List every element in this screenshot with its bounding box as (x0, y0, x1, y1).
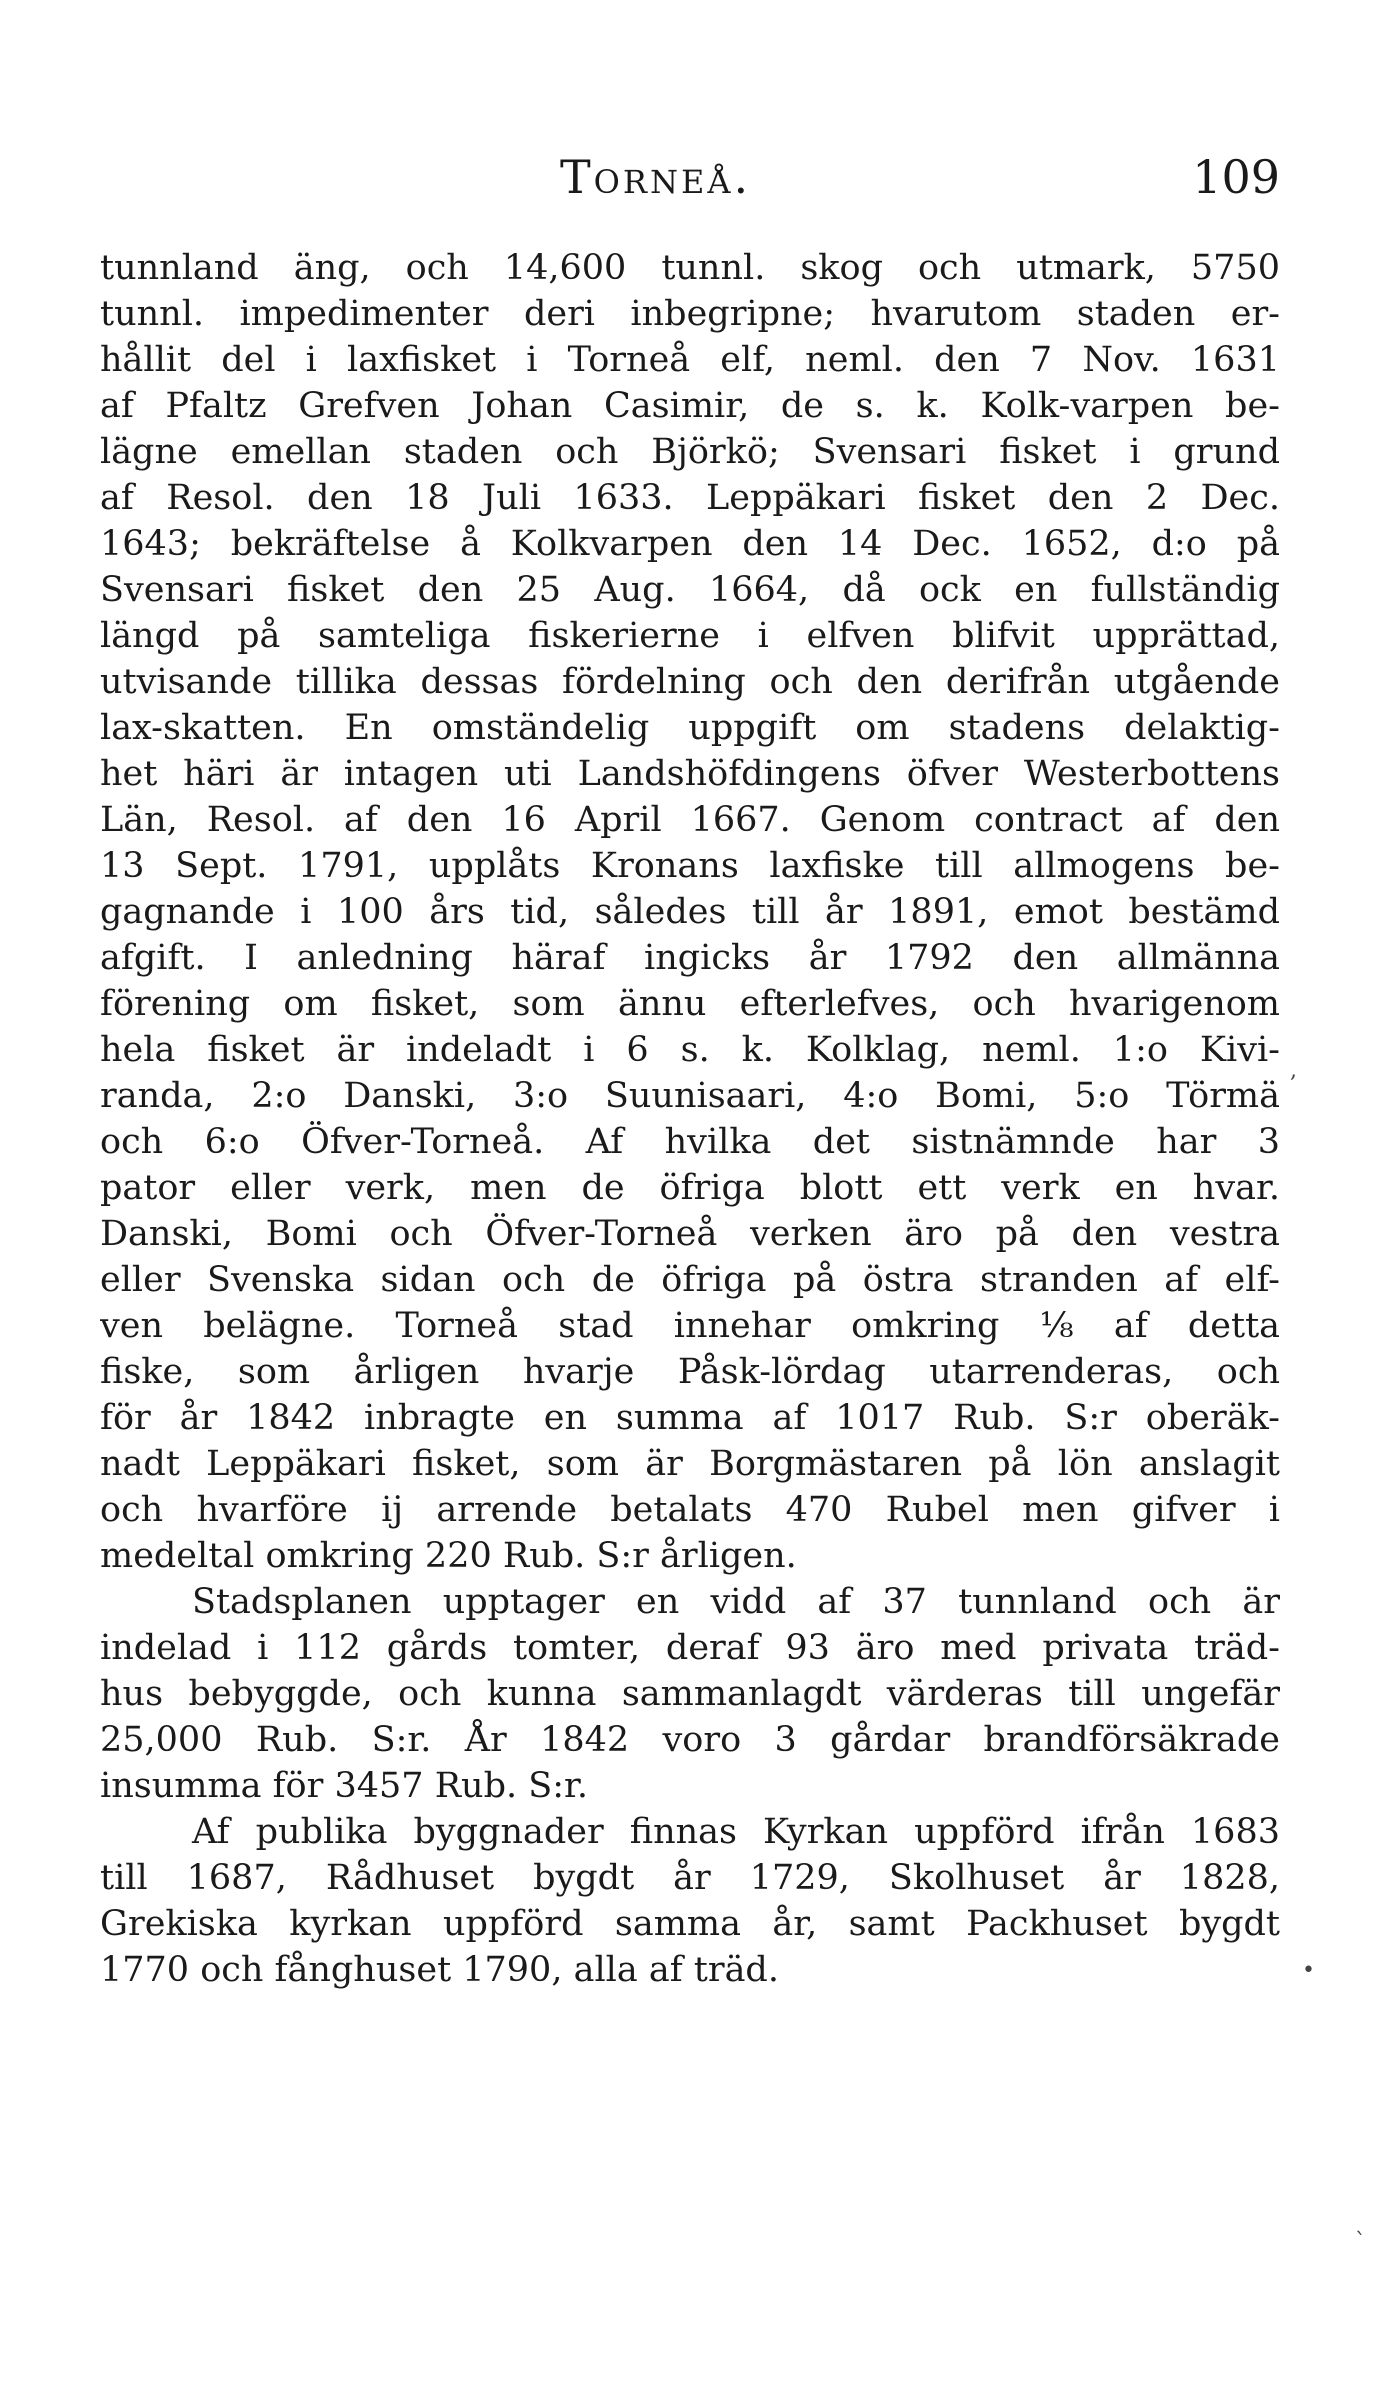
text-line: af Resol. den 18 Juli 1633. Leppäkari fisket den 2 Dec. (100, 478, 1280, 518)
page-number: 109 (1192, 150, 1280, 204)
text-line: eller Svenska sidan och de öfriga på östra stranden af elf- (100, 1260, 1280, 1300)
text-line: insumma för 3457 Rub. S:r. (100, 1766, 589, 1806)
text-line: randa, 2:o Danski, 3:o Suunisaari, 4:o Bomi, 5:o Törmä (100, 1076, 1280, 1116)
paragraph-town-plan (100, 1579, 1280, 1809)
text-line: 25,000 Rub. S:r. År 1842 voro 3 gårdar brandförsäkrade (100, 1720, 1280, 1760)
paragraph-public-buildings (100, 1809, 1280, 1993)
text-line: till 1687, Rådhuset bygdt år 1729, Skolhuset år 1828, (100, 1858, 1280, 1898)
text-line: tunnl. impedimenter deri inbegripne; hvarutom staden er- (100, 294, 1280, 334)
text-line: afgift. I anledning häraf ingicks år 1792 den allmänna (100, 938, 1280, 978)
text-line: pator eller verk, men de öfriga blott ett verk en hvar. (100, 1168, 1280, 1208)
text-line: 13 Sept. 1791, upplåts Kronans laxfiske till allmogens be- (100, 846, 1280, 886)
text-line: längd på samteliga fiskerierne i elfven blifvit upprättad, (100, 616, 1280, 656)
text-line: förening om fisket, som ännu efterlefves, och hvarigenom (100, 984, 1280, 1024)
text-line: hållit del i laxfisket i Torneå elf, neml. den 7 Nov. 1631 (100, 340, 1280, 380)
text-line: Län, Resol. af den 16 April 1667. Genom contract af den (100, 800, 1280, 840)
text-line: Stadsplanen upptager en vidd af 37 tunnland och är (192, 1582, 1280, 1622)
running-title: Torneå. (560, 150, 752, 204)
text-line: ven belägne. Torneå stad innehar omkring ⅛ af detta (100, 1306, 1280, 1346)
text-line: Grekiska kyrkan uppförd samma år, samt Packhuset bygdt (100, 1904, 1280, 1944)
text-line: het häri är intagen uti Landshöfdingens öfver Westerbottens (100, 754, 1280, 794)
text-line: utvisande tillika dessas fördelning och den derifrån utgående (100, 662, 1280, 702)
text-line: indelad i 112 gårds tomter, deraf 93 äro med privata träd- (100, 1628, 1280, 1668)
text-line: hela fisket är indeladt i 6 s. k. Kolklag, neml. 1:o Kivi- (100, 1030, 1280, 1070)
text-line: fiske, som årligen hvarje Påsk-lördag utarrenderas, och (100, 1352, 1280, 1392)
page-header (100, 150, 1280, 210)
text-line: Af publika byggnader finnas Kyrkan uppförd ifrån 1683 (192, 1812, 1280, 1852)
text-line: af Pfaltz Grefven Johan Casimir, de s. k. Kolk-varpen be- (100, 386, 1280, 426)
text-line: lax-skatten. En omständelig uppgift om stadens delaktig- (100, 708, 1280, 748)
text-line: 1643; bekräftelse å Kolkvarpen den 14 Dec. 1652, d:o på (100, 524, 1280, 564)
margin-mark: ` (1355, 2230, 1366, 2255)
text-line: för år 1842 inbragte en summa af 1017 Rub. S:r oberäk- (100, 1398, 1280, 1438)
paragraph-fishing-rights (100, 245, 1280, 1579)
text-line: och 6:o Öfver-Torneå. Af hvilka det sistnämnde har 3 (100, 1122, 1280, 1162)
body-text (100, 245, 1280, 1993)
text-line: och hvarföre ij arrende betalats 470 Rubel men gifver i (100, 1490, 1280, 1530)
text-line: Danski, Bomi och Öfver-Torneå verken äro på den vestra (100, 1214, 1280, 1254)
margin-mark: , (1290, 1058, 1297, 1083)
text-line: 1770 och fånghuset 1790, alla af träd. (100, 1950, 779, 1990)
text-line: tunnland äng, och 14,600 tunnl. skog och utmark, 5750 (100, 248, 1280, 288)
margin-mark: • (1302, 1958, 1315, 1983)
text-line: Svensari fisket den 25 Aug. 1664, då ock en fullständig (100, 570, 1280, 610)
text-line: hus bebyggde, och kunna sammanlagdt värderas till ungefär (100, 1674, 1280, 1714)
text-line: nadt Leppäkari fisket, som är Borgmästaren på lön anslagit (100, 1444, 1280, 1484)
text-line: lägne emellan staden och Björkö; Svensari fisket i grund (100, 432, 1280, 472)
text-line: gagnande i 100 års tid, således till år 1891, emot bestämd (100, 892, 1280, 932)
text-line: medeltal omkring 220 Rub. S:r årligen. (100, 1536, 797, 1576)
